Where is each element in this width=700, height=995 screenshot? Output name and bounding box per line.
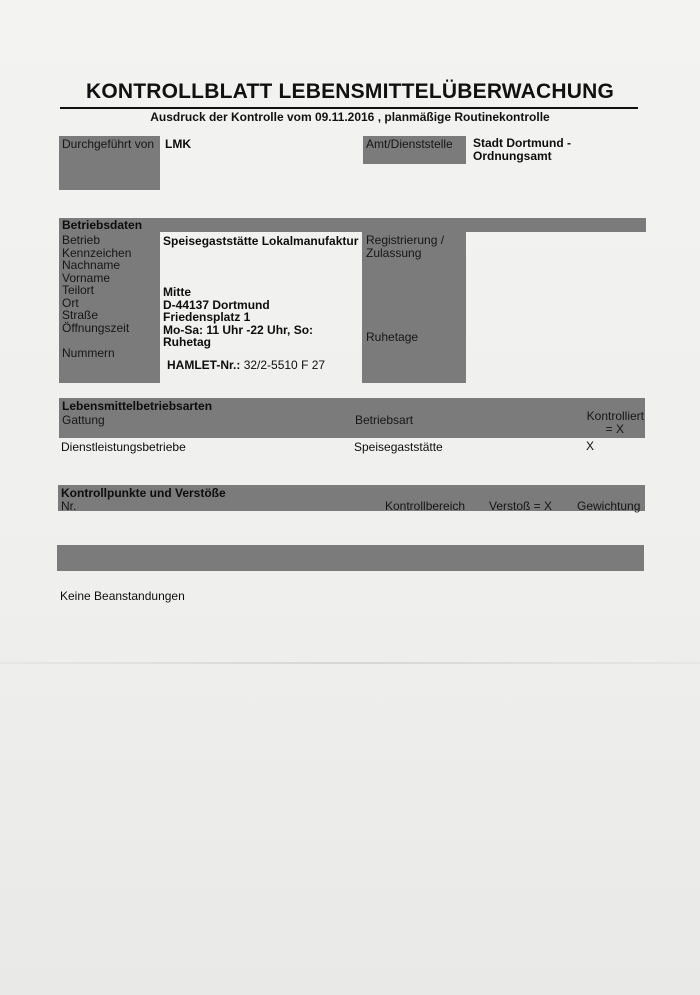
registrierung-label — [366, 234, 444, 259]
amt-value-line1: Stadt Dortmund - — [473, 136, 571, 150]
amt-label: Amt/Dienststelle — [366, 137, 453, 151]
durchgefuehrt-value: LMK — [165, 137, 191, 151]
label-ort: Ort — [62, 295, 79, 310]
label-betrieb: Betrieb — [62, 233, 101, 247]
label-strasse: Straße — [62, 308, 99, 322]
betrieb-value: Speisegaststätte Lokalmanufaktur — [163, 234, 359, 248]
result-text: Keine Beanstandungen — [60, 589, 185, 603]
oeffnungszeit-value-line1: Mo-Sa: 11 Uhr -22 Uhr, So: — [163, 322, 314, 337]
address-values — [163, 286, 313, 349]
oeffnungszeit-value-line2: Ruhetag — [163, 335, 211, 349]
registrierung-label-line2: Zulassung — [366, 245, 422, 260]
row-gattung: Dienstleistungsbetriebe — [61, 440, 186, 454]
betriebsdaten-heading: Betriebsdaten — [62, 218, 143, 232]
document-title: KONTROLLBLATT LEBENSMITTELÜBERWACHUNG — [85, 80, 615, 103]
ruhetage-label: Ruhetage — [366, 330, 419, 344]
label-nachname: Nachname — [62, 258, 121, 272]
label-oeffnungszeit: Öffnungszeit — [62, 320, 130, 335]
label-teilort: Teilort — [62, 283, 95, 297]
document-subtitle: Ausdruck der Kontrolle vom 09.11.2016 , planmäßige Routinekontrolle — [150, 110, 550, 124]
title-underline — [60, 107, 638, 109]
hamlet-label: HAMLET-Nr.: — [167, 358, 241, 372]
col-kontrolliert — [578, 410, 644, 435]
col-gattung: Gattung — [62, 413, 105, 427]
ort-value: D-44137 Dortmund — [163, 297, 270, 312]
col-verstoss: Verstoß = X — [489, 499, 553, 513]
strasse-value: Friedensplatz 1 — [163, 310, 251, 324]
paper-fold-line — [0, 662, 700, 664]
row-betriebsart: Speisegaststätte — [354, 440, 443, 454]
label-vorname: Vorname — [62, 270, 111, 285]
col-gewichtung: Gewichtung — [577, 499, 641, 513]
teilort-value: Mitte — [163, 285, 191, 299]
col-kontrollbereich: Kontrollbereich — [385, 499, 466, 513]
label-empty — [62, 334, 131, 347]
amt-value-line2: Ordnungsamt — [473, 148, 552, 163]
registrierung-label-line1: Registrierung / — [366, 233, 445, 247]
hamlet-number: 32/2-5510 F 27 — [243, 358, 326, 372]
label-kennzeichen: Kennzeichen — [62, 245, 132, 260]
kontrollpunkte-heading: Kontrollpunkte und Verstöße — [61, 486, 226, 500]
nummern-value — [167, 358, 325, 372]
col-betriebsart: Betriebsart — [355, 413, 414, 427]
label-nummern: Nummern — [62, 345, 115, 360]
betriebsdaten-labels — [62, 234, 131, 359]
row-kontrolliert: X — [586, 439, 595, 453]
col-kontrolliert-line2: = X — [605, 421, 624, 436]
betriebsarten-heading: Lebensmittelbetriebsarten — [62, 399, 213, 413]
amt-value — [473, 137, 571, 162]
durchgefuehrt-label: Durchgeführt von — [62, 137, 155, 151]
empty-result-bar — [57, 545, 644, 571]
col-nr: Nr. — [61, 499, 77, 513]
betriebsdaten-header-bar — [59, 218, 646, 232]
col-kontrolliert-line1: Kontrolliert — [586, 409, 644, 423]
